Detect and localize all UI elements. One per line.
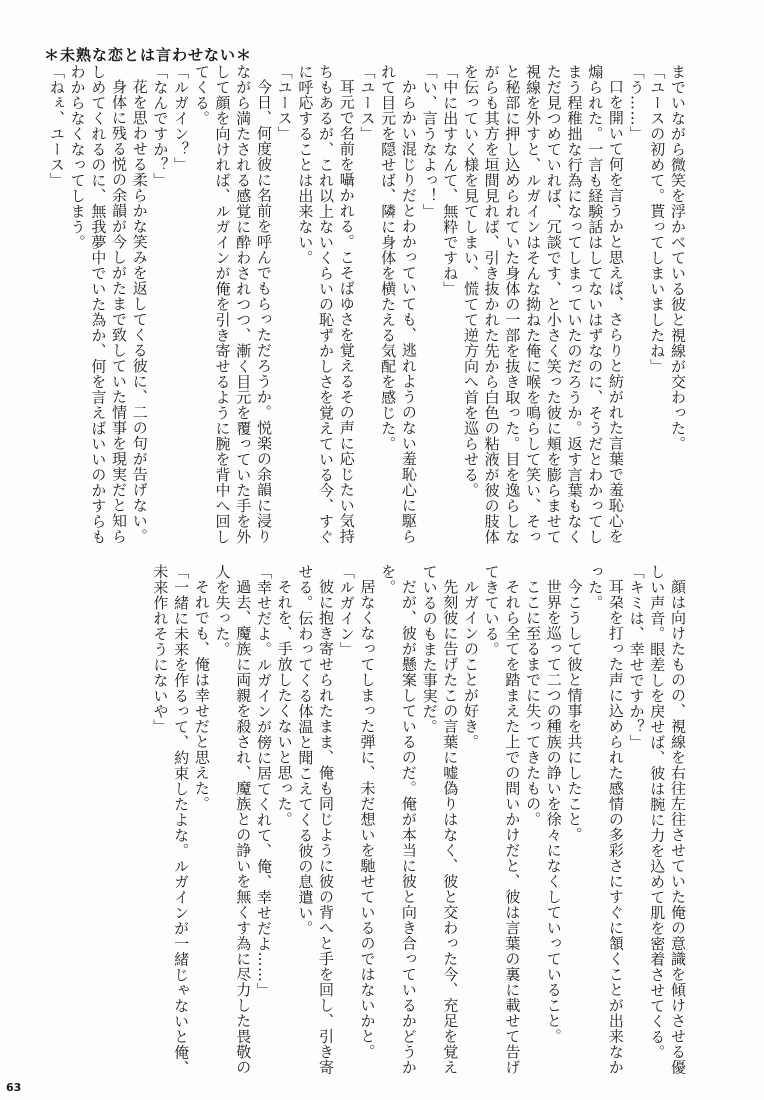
paragraph: 「ルガイン？」: [172, 64, 191, 173]
text-block-top: [43, 64, 688, 556]
paragraph: 居なくなってしまった弾に、未だ想いを馳せているのではないかと。: [358, 579, 377, 1060]
text-block-bottom: [126, 564, 688, 1082]
paragraph: 耳朶を打った声に込められた感情の多彩さにすぐに頷くことが出来なかった。: [586, 564, 625, 1075]
paragraph: 口を開いて何を言うかと思えば、さらりと紡がれた言葉で羞恥心を煽られた。一言も経験話はしてないはずなのに、そうだとわかってしまう程稚拙な行為になってしまっていたのだろうか。返す言葉もなくただ見つめていれば、冗談です、と小さく笑った彼に頬を膨らませて視線を外すと、ルガインはそんな拗ねた俺に喉を鳴らして笑い、そっと秘部に押し込められていた身体の一部を抜き取った。目を逸らしながらも其方を垣間見れば、引き抜かれた先から白色の粘液が彼の肢体を伝っていく様を見てしまい、慌てて逆方向へ首を巡らせる。: [461, 64, 625, 545]
paragraph: それら全てを踏まえた上での問いかけだと、彼は言葉の裏に載せて告げてきている。: [482, 564, 522, 1075]
paragraph: 「ユース」: [358, 64, 377, 142]
paragraph: ルガインのことが好き。: [461, 579, 480, 750]
paragraph: 「なんですか？」: [151, 64, 170, 188]
paragraph: 顔は向けたものの、視線を右往左往させていた俺の意識を傾けさせる優しい声音。眼差しを戻せば、彼は腕に力を込めて肌を密着させてくる。: [648, 564, 687, 1075]
paragraph: までいながら微笑を浮かべている彼と視線が交わった。: [669, 64, 687, 452]
paragraph: 「キミは、幸せですか？」: [627, 564, 646, 750]
paragraph: 「ユース」: [275, 64, 294, 142]
paragraph: 彼に抱き寄せられたまま、俺も同じように彼の背へと手を回し、引き寄せる。伝わってくる体温と聞こえてくる彼の息遣い。: [296, 564, 336, 1075]
paragraph: 「う……」: [627, 64, 646, 142]
paragraph: 「ユースの初めて。貰ってしまいましたね」: [648, 64, 667, 374]
paragraph: ここに至るまでに失ってきたもの。: [524, 579, 543, 827]
paragraph: 耳元で名前を囁かれる。こそばゆさを覚えるその声に応じたい気持ちもあるが、これ以上ないくらいの恥ずかしさを覚えている今、すぐに呼応することは出来ない。: [296, 64, 356, 545]
paragraph: からかい混じりだとわかっていても、逃れようのない羞恥心に駆られて目元を隠せば、隣に身体を横たえる気配を感じた。: [379, 64, 418, 544]
paragraph: 「一緒に未来を作るって、約束したよな。ルガインが一緒じゃないと俺、未来作れそうにないや」: [151, 564, 191, 1076]
page-number: 63: [6, 1081, 22, 1094]
paragraph: 「い、言うなよっ！」: [420, 64, 439, 219]
paragraph: それでも、俺は幸せだと思えた。: [192, 579, 211, 812]
paragraph: 身体に残る悦の余韻が今しがたまで致していた情事を現実だと知らしめてくれるのに、無我夢中でいた為か、何を言えばいいのかすらもわからなくなってしまう。: [68, 64, 129, 545]
paragraph: 先刻彼に告げたこの言葉に嘘偽りはなく、彼と交わった今、充足を覚えているのもまた事実だ。: [420, 564, 460, 1075]
paragraph: 「ねぇ、ユース」: [47, 64, 66, 188]
paragraph: 今日、何度彼に名前を呼んでもらっただろうか。悦楽の余韻に浸りながら満たされる感覚に酔わされつつ、漸く目元を覆っていた手を外して顔を向ければ、ルガインが俺を引き寄せるように腕を背中へ回してくる。: [192, 64, 273, 545]
paragraph: 「幸せだよ。ルガインが傍に居てくれて、俺、幸せだよ……」: [254, 564, 273, 998]
paragraph: 世界を巡って二つの種族の諍いを徐々になくしていっていること。: [544, 579, 563, 1044]
paragraph: それを、手放したくないと思った。: [275, 579, 294, 827]
page-title: ＊未熟な恋とは言わせない＊: [44, 46, 253, 64]
paragraph: 「ルガイン」: [337, 564, 356, 657]
paragraph: だが、彼が懸案しているのだ。俺が本当に彼と向き合っているかどうかを。: [379, 564, 418, 1075]
paragraph: 花を思わせる柔らかな笑みを返してくる彼に、二の句が告げない。: [130, 79, 149, 544]
paragraph: 今こうして彼と情事を共にしたこと。: [565, 579, 584, 843]
paragraph: 「中に出すなんて、無粋ですね」: [441, 64, 460, 297]
paragraph: 過去、魔族に両親を殺され、魔族との諍いを無くす為に尽力した畏敬の人を失った。: [213, 564, 253, 1075]
